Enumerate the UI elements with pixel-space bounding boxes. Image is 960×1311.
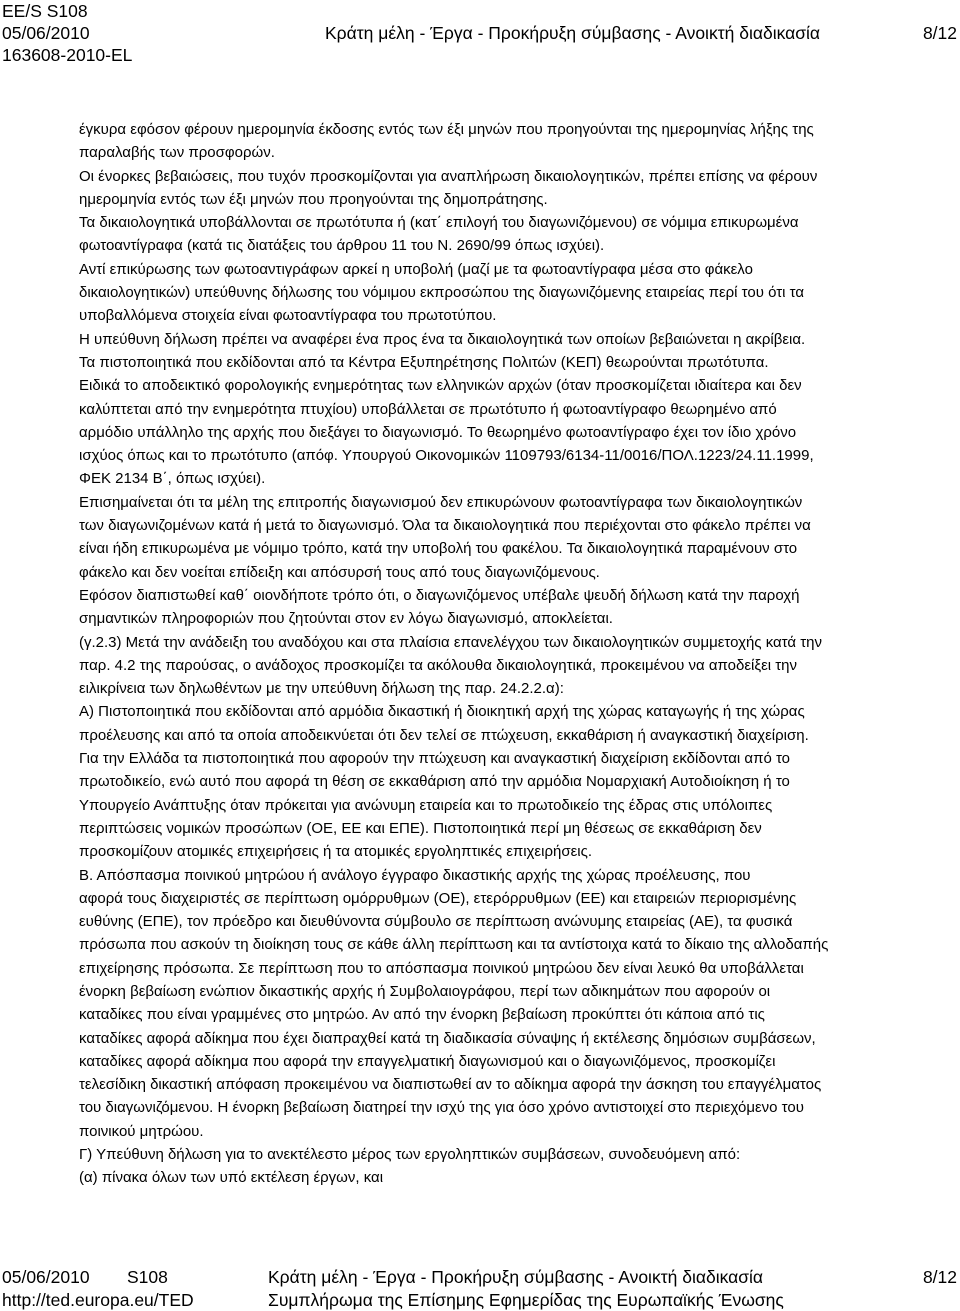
text-line: Για την Ελλάδα τα πιστοποιητικά που αφορούν την πτώχευση και αναγκαστική διαχείριση εκδίδονται από το [79,750,791,768]
footer-title: Κράτη μέλη - Έργα - Προκήρυξη σύμβασης - Ανοικτή διαδικασία [268,1267,764,1287]
text-line: επιχείρησης πρόσωπα. Σε περίπτωση που το απόσπασμα ποινικού μητρώου δεν είναι λευκό θα υποβάλλεται [79,959,804,977]
header-date: 05/06/2010 [2,23,90,43]
footer-url: http://ted.europa.eu/TED [2,1290,194,1310]
text-line: προσκομίζουν ατομικές επιχειρήσεις ή τα ατομικές εργοληπτικές επιχειρήσεις. [79,843,593,861]
text-line: ευθύνης (ΕΠΕ), τον πρόεδρο και διευθύνοντα σύμβουλο σε περίπτωση ανώνυμης εταιρείας (ΑΕ), τα φυσικά [79,913,793,931]
text-line: ποινικού μητρώου. [79,1122,204,1140]
text-line: αφορά τους διαχειριστές σε περίπτωση ομόρρυθμων (ΟΕ), ετερόρρυθμων (ΕΕ) και εταιρειών περιορισμένης [79,889,797,907]
text-line: δικαιολογητικών) υπεύθυνης δήλωσης του νόμιμου εκπροσώπου της διαγωνιζόμενης εταιρείας περί του ότι τα [79,284,805,302]
header-code: EE/S S108 [2,1,88,21]
page-header [0,0,960,68]
text-line: Εφόσον διαπιστωθεί καθ΄ οιονδήποτε τρόπο ότι, ο διαγωνιζόμενος υπέβαλε ψευδή δήλωση κατά την παροχή [79,586,800,604]
footer-page-number: 8/12 [922,1267,957,1287]
text-line: καταδίκες που είναι γραμμένες στο μητρώο. Αν από την ένορκη βεβαίωση προκύπτει ότι κάποια από τις [79,1006,765,1024]
text-line: πρόσωπα που ασκούν τη διοίκηση τους σε κάθε άλλη περίπτωση και τα αντίστοιχα κατά το δίκαιο της αλλοδαπής [79,936,829,954]
text-line: Τα πιστοποιητικά που εκδίδονται από τα Κέντρα Εξυπηρέτησης Πολιτών (ΚΕΠ) θεωρούνται πρωτότυπα. [79,353,769,371]
text-line: προέλευσης και από τα οποία αποδεικνύεται ότι δεν τελεί σε πτώχευση, εκκαθάριση ή αναγκαστική διαχείριση. [79,726,809,744]
text-line: Α) Πιστοποιητικά που εκδίδονται από αρμόδια δικαστική ή διοικητική αρχή της χώρας καταγωγής ή της χώρας [79,703,805,721]
text-line: πρωτοδικείο, ενώ αυτό που αφορά τη θέση σε εκκαθάριση από την αρμόδια Νομαρχιακή Αυτοδιοίκηση ή το [79,773,790,791]
page-footer [0,1264,960,1311]
text-line: φωτοαντίγραφα (κατά τις διατάξεις του άρθρου 11 του Ν. 2690/99 όπως ισχύει). [79,237,605,255]
text-line: Αντί επικύρωσης των φωτοαντιγράφων αρκεί η υποβολή (μαζί με τα φωτοαντίγραφα μέσα στο φάκελο [79,260,753,278]
text-line: Η υπεύθυνη δήλωση πρέπει να αναφέρει ένα προς ένα τα δικαιολογητικά των οποίων βεβαιώνεται η ακρίβεια. [79,330,806,348]
text-line: ΦΕΚ 2134 Β΄, όπως ισχύει). [79,470,266,488]
text-line: ημερομηνία εντός των έξι μηνών που προηγούνται της δημοπράτησης. [79,190,548,208]
footer-code: S108 [127,1267,168,1287]
text-line: φάκελο και δεν νοείται επίδειξη και απόσυρσή τους από τους διαγωνιζόμενους. [79,563,600,581]
header-title: Κράτη μέλη - Έργα - Προκήρυξη σύμβασης - Ανοικτή διαδικασία [325,23,821,43]
text-line: Ειδικά το αποδεικτικό φορολογικής ενημερότητας των ελληνικών αρχών (όταν προσκομίζεται ιδιαίτερα και δεν [79,377,802,395]
text-line: παραλαβής των προσφορών. [79,144,275,162]
text-line: έγκυρα εφόσον φέρουν ημερομηνία έκδοσης εντός των έξι μηνών που προηγούνται της ημερομηνίας λήξης της [79,121,814,138]
text-line: τελεσίδικη δικαστική απόφαση προκειμένου να διαπιστωθεί αν το αδίκημα αφορά την άσκηση του επαγγέλματος [79,1076,822,1094]
text-line: ισχύος όπως και το πρωτότυπο (απόφ. Υπουργού Οικονομικών 1109793/6134-11/0016/ΠΟΛ.1223/24.11.1999, [79,447,814,465]
text-line: Υπουργείο Ανάπτυξης όταν πρόκειται για ανώνυμη εταιρεία και το πρωτοδικείο της έδρας στις υπόλοιπες [79,796,773,814]
text-line: καλύπτεται από την ενημερότητα πτυχίου) υποβάλλεται σε πρωτότυπο ή φωτοαντίγραφο θεωρημένο από [79,400,777,418]
text-line: αρμόδιο υπάλληλο της αρχής που διεξάγει το διαγωνισμό. Το θεωρημένο φωτοαντίγραφο έχει τον ίδιο χρόνο [79,423,797,441]
text-line: Β. Απόσπασμα ποινικού μητρώου ή ανάλογο έγγραφο δικαστικής αρχής της χώρας προέλευσης, που [79,866,751,884]
text-line: καταδίκες αφορά αδίκημα που έχει διαπραχθεί κατά τη διαδικασία σύναψης ή εκτέλεσης δημόσιων συμβάσεων, [79,1029,816,1047]
footer-journal: Συμπλήρωμα της Επίσημης Εφημερίδας της Ευρωπαϊκής Ένωσης [268,1290,784,1310]
text-line: ειλικρίνεια των δηλωθέντων με την υπεύθυνη δήλωση της παρ. 24.2.2.α): [79,680,564,698]
text-line: ένορκη βεβαίωση ενώπιον δικαστικής αρχής ή Συμβολαιογράφου, περί των αδικημάτων που αφορούν οι [79,982,771,1000]
text-line: (α) πίνακα όλων των υπό εκτέλεση έργων, και [79,1169,384,1187]
text-line: (γ.2.3) Μετά την ανάδειξη του αναδόχου και στα πλαίσια επανελέγχου των δικαιολογητικών συμμετοχής κατά την [79,633,823,651]
text-line: Οι ένορκες βεβαιώσεις, που τυχόν προσκομίζονται για αναπλήρωση δικαιολογητικών, πρέπει επίσης να φέρουν [79,167,818,185]
text-line: παρ. 4.2 της παρούσας, ο ανάδοχος προσκομίζει τα ακόλουθα δικαιολογητικά, προκειμένου να αποδείξει την [79,656,798,674]
text-line: του διαγωνιζόμενου. Η ένορκη βεβαίωση διατηρεί την ισχύ της για όσο χρόνο αντιστοιχεί στο περιεχόμενο του [79,1099,804,1117]
text-line: Επισημαίνεται ότι τα μέλη της επιτροπής διαγωνισμού δεν επικυρώνουν φωτοαντίγραφα των δικαιολογητικών [79,493,803,511]
text-line: σημαντικών πληροφοριών που ζητούνται στον εν λόγω διαγωνισμό, αποκλείεται. [79,610,613,628]
footer-date: 05/06/2010 [2,1267,90,1287]
text-line: Γ) Υπεύθυνη δήλωση για το ανεκτέλεστο μέρος των εργοληπτικών συμβάσεων, συνοδευόμενη από: [79,1146,741,1164]
text-line: των διαγωνιζομένων κατά ή μετά το διαγωνισμό. Όλα τα δικαιολογητικά που περιέχονται στο φάκελο πρέπει να [79,517,811,535]
text-line: Τα δικαιολογητικά υποβάλλονται σε πρωτότυπα ή (κατ΄ επιλογή του διαγωνιζόμενου) σε νόμιμα επικυρωμένα [79,214,799,232]
text-line: περιπτώσεις νομικών προσώπων (ΟΕ, ΕΕ και ΕΠΕ). Πιστοποιητικά περί μη θέσεως σε εκκαθάριση δεν [79,819,762,837]
header-ref: 163608-2010-EL [2,45,133,65]
text-line: καταδίκες αφορά αδίκημα που αφορά την επαγγελματική διαγωνισμού και ο διαγωνιζόμενος, προσκομίζει [79,1052,776,1070]
text-line: υποβαλλόμενα στοιχεία είναι φωτοαντίγραφα του πρωτοτύπου. [79,307,497,325]
text-line: είναι ήδη επικυρωμένα με νόμιμο τρόπο, κατά την υποβολή του φακέλου. Τα δικαιολογητικά παραμένουν στο [79,540,798,558]
header-page-number: 8/12 [922,23,957,43]
document-body [79,118,951,1190]
